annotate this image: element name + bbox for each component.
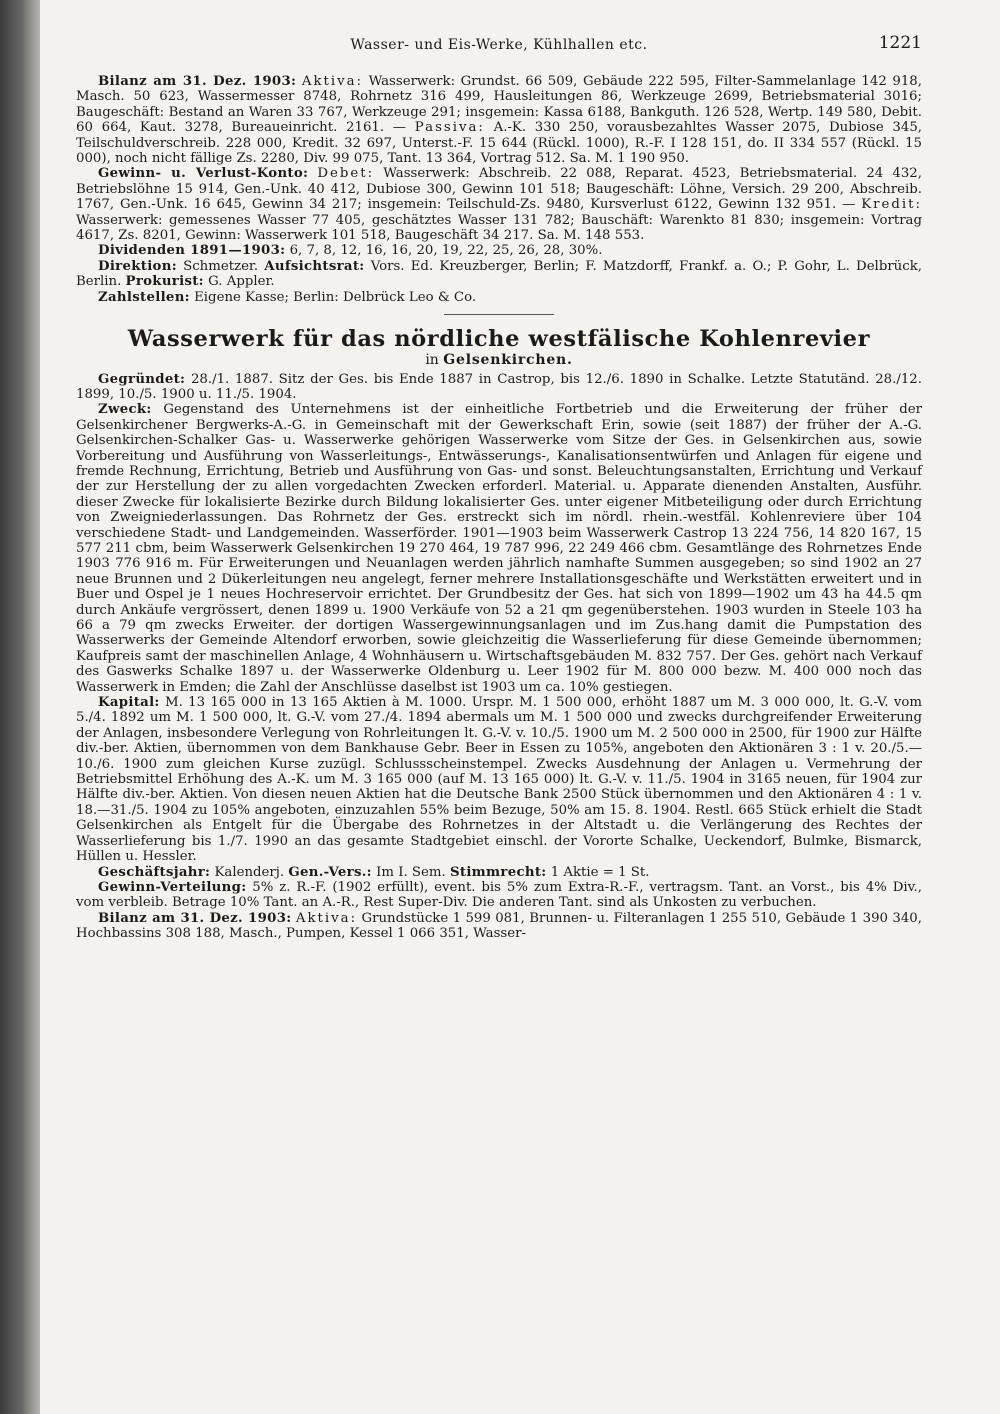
entry-text: Im I. Sem. bbox=[371, 864, 450, 880]
entry-paragraph bbox=[76, 243, 922, 258]
entry-text: G. Appler. bbox=[203, 274, 275, 290]
entry-sublabel: Prokurist: bbox=[125, 274, 204, 290]
entry-text: Gegenstand des Unternehmens ist der einheitliche Fortbetrieb und die Erweiterung der früher der Gelsenkirchener Bergwerks-A.-G. in Gemeinschaft mit der Gewerkschaft Erin, sowie (seit 1887) der früher der A.-G. Gelsenkirchen-Schalker Gas- u. Wasserwerke gehörigen Wasserwerke vom Sitze der Ges. in Gelsenkirchen aus, sowie Vorbereitung und Ausführung von Wasserleitungs-, Entwässerungs-, Kanalisationsentwürfen und Anlagen für eigene und fremde Rechnung, Errichtung, Betrieb und Ausführung von Gas- und sonst. Beleuchtungsanstalten, Errichtung und Verkauf der zur Herstellung der zu allen vorgedachten Zwecken erforderl. Material. u. Apparate dienenden Anstalten, Ausführ. dieser Zwecke für lokalisierte Bezirke durch Bildung lokalisierter Ges. unter eigener Mitbeteiligung oder durch Errichtung von Zweigniederlassungen. Das Rohrnetz der Ges. erstreckt sich im nördl. rhein.-westfäl. Kohlenreviere über 104 verschiedene Stadt- und Landgemeinden. Wasserförder. 1901—1903 beim Wasserwerk Castrop 13 224 756, 14 820 167, 15 577 211 cbm, beim Wasserwerk Gelsenkirchen 19 270 464, 19 787 996, 22 249 466 cbm. Gesamtlänge des Rohrnetzes Ende 1903 776 916 m. Für Erweiterungen und Neuanlagen werden jährlich namhafte Summen ausgegeben; so sind 1902 an 27 neue Brunnen und 2 Dükerleitungen neu angelegt, ferner mehrere Installationsgeschäfte und Werkstätten erweitert und in Buer und Ospel je 1 neues Hochreservoir errichtet. Der Grundbesitz der Ges. hat sich von 1899—1902 um 43 ha 44.5 qm durch Ankäufe vergrössert, denen 1899 u. 1900 Verkäufe von 52 a 21 qm gegenüberstehen. 1903 wurden in Steele 103 ha 66 a 79 qm zwecks Erweiter. der dortigen Wassergewinnungsanlagen und im Zus.hang damit die Pumpstation des Wasserwerks der Gemeinde Altendorf erworben, sowie gleichzeitig die Wasserlieferung für diese Gemeinde übernommen; Kaufpreis samt der maschinellen Anlage, 4 Wohnhäusern u. Wirtschaftsgebäuden M. 832 757. Der Ges. gehört nach Verkauf des Gaswerks Schalke 1897 u. der Wasserwerke Oldenburg u. Leer 1902 für M. 800 000 bezw. M. 400 000 noch das Wasserwerk in Emden; die Zahl der Anschlüsse daselbst ist 1903 um ca. 10% gestiegen. bbox=[76, 402, 922, 695]
entry-spaced-heading: Passiva: bbox=[414, 120, 485, 136]
book-spine-shadow bbox=[0, 0, 40, 1414]
entry-paragraph bbox=[76, 166, 922, 243]
entry-text: 6, 7, 8, 12, 16, 16, 20, 19, 22, 25, 26, 28, 30%. bbox=[285, 243, 603, 259]
company-location bbox=[76, 353, 922, 368]
entry-paragraph bbox=[76, 372, 922, 403]
page-number: 1221 bbox=[878, 33, 922, 53]
entry-sublabel: Stimmrecht: bbox=[449, 864, 547, 880]
entry-text: Kalenderj. bbox=[210, 864, 289, 880]
entry-spaced-heading: Debet: bbox=[317, 166, 375, 182]
entry-text: A.-K. 330 250, vorausbezahltes Wasser 2075, Dubiose 345, Teilschuldverschreib. 228 000, Kredit. 32 697, Unterst.-F. 15 644 (Rückl. 1000), R.-F. I 128 151, do. II 334 557 (Rückl. 15 000), noch nicht fällige Zs. 2280, Div. 99 075, Tant. 13 364, Vortrag 512. Sa. M. 1 190 950. bbox=[76, 120, 923, 167]
entry-text: 28./1. 1887. Sitz der Ges. bis Ende 1887 in Castrop, bis 12./6. 1890 in Schalke. Letzte Statutänd. 28./12. 1899, 10./5. 1900 u. 11./5. 1904. bbox=[76, 371, 922, 402]
running-title: Wasser- und Eis-Werke, Kühlhallen etc. bbox=[350, 37, 648, 53]
entry-paragraph bbox=[76, 74, 922, 166]
company-entries bbox=[76, 372, 922, 942]
entry-label: Gegründet: bbox=[98, 371, 186, 387]
entry-label: Gewinn-Verteilung: bbox=[98, 879, 247, 895]
entry-text: Wasserwerk: gemessenes Wasser 77 405, geschätztes Wasser 131 782; Bauschäft: Warenkto 81 830; insgemein: Vortrag 4617, Zs. 8201, Gewinn: Wasserwerk 101 518, Baugeschäft 34 217. Sa. M. 148 553. bbox=[76, 212, 922, 244]
entry-spaced-heading: Aktiva: bbox=[295, 910, 358, 926]
entry-paragraph bbox=[76, 865, 922, 880]
entry-label: Direktion: bbox=[98, 258, 177, 274]
page-content bbox=[76, 33, 923, 942]
entry-label: Zahlstellen: bbox=[98, 289, 190, 305]
entry-text: Vors. Ed. Kreuzberger, Berlin; F. Matzdorff, Frankf. a. O.; P. Gohr, L. Delbrück, Berlin. bbox=[76, 258, 922, 290]
entry-label: Gewinn- u. Verlust-Konto: bbox=[98, 166, 309, 182]
entry-paragraph bbox=[76, 259, 922, 290]
entry-label: Bilanz am 31. Dez. 1903: bbox=[98, 74, 297, 89]
section-divider bbox=[444, 314, 554, 315]
entry-text: Eigene Kasse; Berlin: Delbrück Leo & Co. bbox=[189, 289, 477, 305]
company-title: Wasserwerk für das nördliche westfälische Kohlenrevier bbox=[127, 326, 871, 353]
entry-paragraph bbox=[76, 911, 922, 942]
entry-paragraph bbox=[76, 402, 922, 695]
entry-paragraph bbox=[76, 290, 922, 305]
previous-company-entries bbox=[76, 74, 922, 305]
entry-text: 5% z. R.-F. (1902 erfüllt), event. bis 5% zum Extra-R.-F., vertragsm. Tant. an Vorst., bis 4% Div., vom verbleib. Betrage 10% Tant. an A.-R., Rest Super-Div. Die anderen Tant. sind als Unkosten zu verbuchen. bbox=[76, 879, 922, 911]
entry-text: Schmetzer. bbox=[176, 258, 265, 274]
entry-label: Kapital: bbox=[98, 695, 160, 711]
entry-sublabel: Gen.-Vers.: bbox=[288, 864, 372, 880]
entry-spaced-heading: Kredit: bbox=[861, 197, 922, 213]
location-prefix: in bbox=[425, 352, 439, 369]
entry-label: Dividenden 1891—1903: bbox=[98, 243, 286, 259]
entry-text: Grundstücke 1 599 081, Brunnen- u. Filteranlagen 1 255 510, Gebäude 1 390 340, Hochbassins 308 188, Masch., Pumpen, Kessel 1 066 351, Wasser- bbox=[76, 910, 922, 942]
entry-paragraph bbox=[76, 880, 922, 911]
entry-text: 1 Aktie = 1 St. bbox=[546, 864, 650, 880]
location-city: Gelsenkirchen. bbox=[443, 352, 573, 369]
book-page bbox=[40, 0, 1000, 1414]
entry-paragraph bbox=[76, 695, 922, 864]
entry-label: Geschäftsjahr: bbox=[98, 864, 211, 880]
entry-text: Wasserwerk: Grundst. 66 509, Gebäude 222 595, Filter-Sammelanlage 142 918, Masch. 50 623, Wassermesser 8748, Rohrnetz 316 499, Hausleitungen 86, Werkzeuge 2699, Betriebsmaterial 3016; Baugeschäft: Bestand an Waren 33 767, Werkzeuge 291; insgemein: Kassa 6188, Bankguth. 126 528, Wertp. 149 580, Debit. 60 664, Kaut. 3278, Bureaueinricht. 2161. — bbox=[76, 74, 922, 136]
entry-sublabel: Aufsichtsrat: bbox=[264, 258, 365, 274]
entry-spaced-heading: Aktiva: bbox=[301, 74, 364, 89]
entry-label: Zweck: bbox=[98, 402, 152, 418]
running-head bbox=[76, 33, 922, 64]
entry-text: Wasserwerk: Abschreib. 22 088, Reparat. 4523, Betriebsmaterial. 24 432, Betriebslöhne 15 914, Gen.-Unk. 40 412, Dubiose 300, Gewinn 101 518; Baugeschäft: Löhne, Versich. 29 200, Abschreib. 1767, Gen.-Unk. 16 645, Gewinn 34 217; insgemein: Teilschuld-Zs. 9480, Kursverlust 6122, Gewinn 132 951. — bbox=[76, 166, 922, 213]
entry-text: M. 13 165 000 in 13 165 Aktien à M. 1000. Urspr. M. 1 500 000, erhöht 1887 um M. 3 000 000, lt. G.-V. vom 5./4. 1892 um M. 1 500 000, lt. G.-V. vom 27./4. 1894 abermals um M. 1 500 000 und zwecks durchgreifender Erweiterung der Anlagen, insbesondere Verlegung von Rohrleitungen lt. G.-V. v. 10./5. 1900 um M. 2 500 000 in 2500, für 1900 zur Hälfte div.-ber. Aktien, übernommen von dem Bankhause Gebr. Beer in Essen zu 105%, angeboten den Aktionären 3 : 1 v. 20./5.—10./6. 1900 zum gleichen Kurse zuzügl. Schlussscheinstempel. Zwecks Ausdehnung der Anlagen u. Vermehrung der Betriebsmittel Erhöhung des A.-K. um M. 3 165 000 (auf M. 13 165 000) lt. G.-V. v. 11./5. 1904 in 3165 neuen, für 1904 zur Hälfte div.-ber. Aktien. Von diesen neuen Aktien hat die Deutsche Bank 2500 Stück übernommen und den Aktionären 4 : 1 v. 18.—31./5. 1904 zu 105% angeboten, einzuzahlen 55% beim Bezuge, 50% am 15. 8. 1904. Restl. 665 Stück erhielt die Stadt Gelsenkirchen als Entgelt für die Übergabe des Rohrnetzes in der Altstadt u. die Verlängerung des Rechtes der Wasserlieferung bis 1./7. 1990 an das gesamte Stadtgebiet einschl. der Vororte Schalke, Ueckendorf, Bulmke, Bismarck, Hüllen u. Hessler. bbox=[76, 695, 922, 865]
entry-label: Bilanz am 31. Dez. 1903: bbox=[98, 910, 292, 926]
